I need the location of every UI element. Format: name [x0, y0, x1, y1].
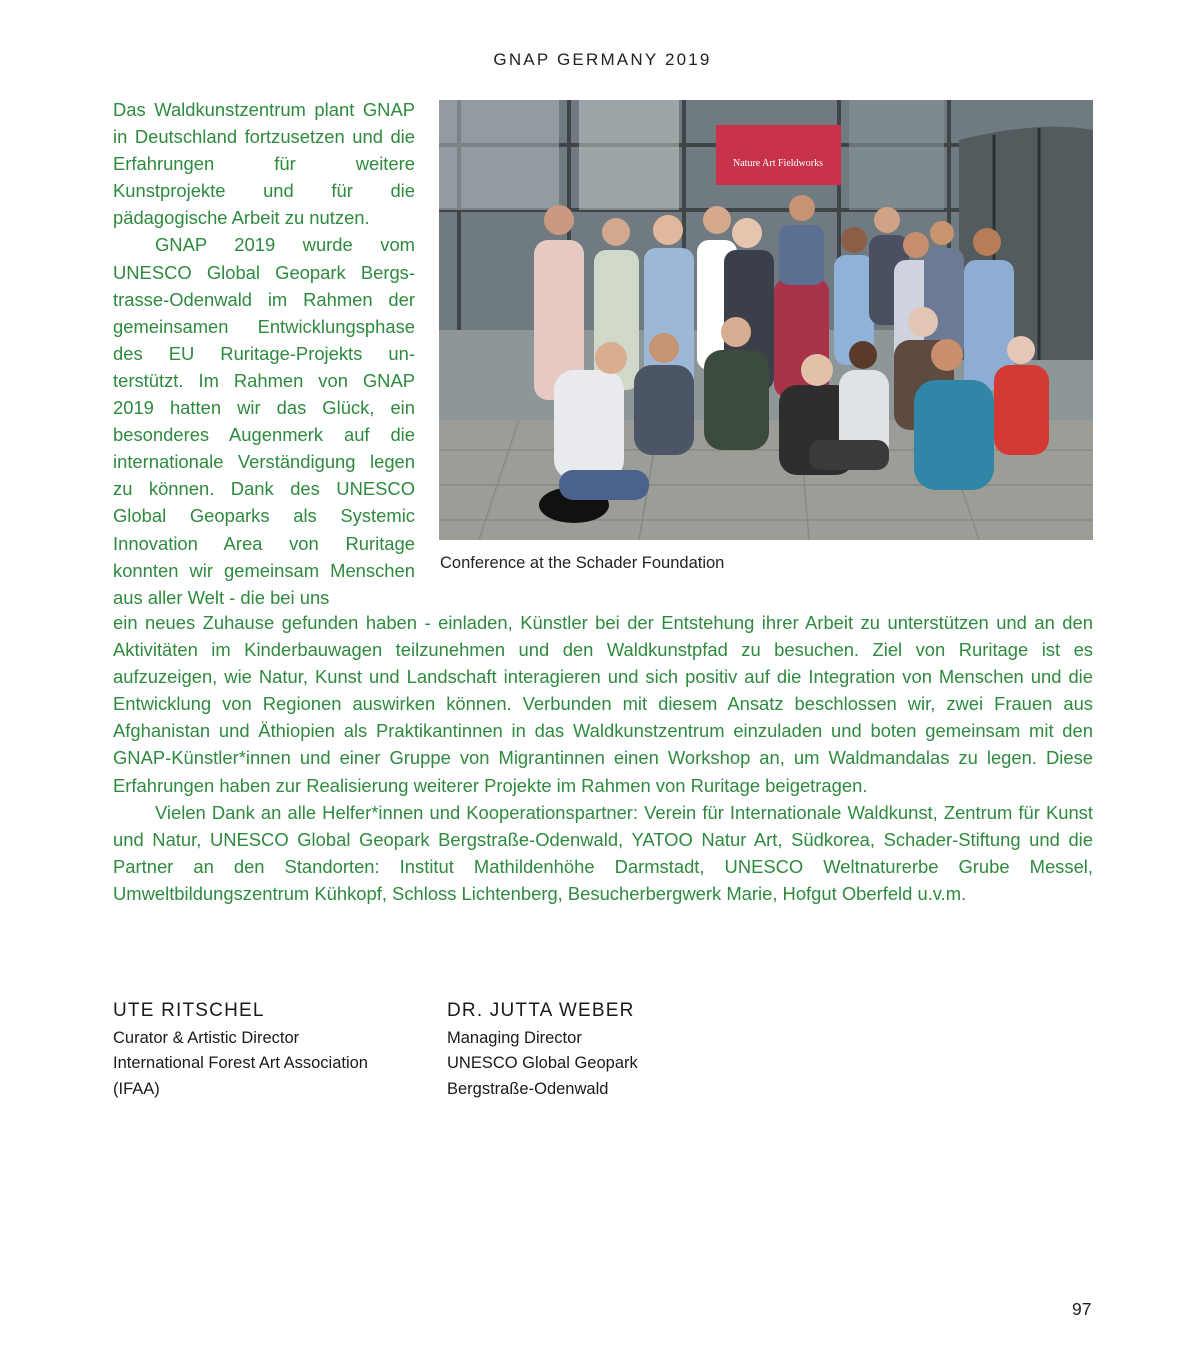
signature-block-ritschel [113, 998, 423, 1102]
group-photo [439, 100, 1093, 540]
author-title-line: Managing Director [447, 1028, 582, 1047]
author-title-line: Bergstraße-Odenwald [447, 1079, 609, 1098]
left-text-column [113, 96, 415, 611]
page-number: 97 [1072, 1299, 1092, 1319]
photo-caption: Conference at the Schader Foundation [440, 554, 725, 572]
paragraph-intro: Das Waldkunstzentrum plant GNAP in Deutschland fortzusetzen und die Erfahrungen für weitere Kunstprojekte und für die pädagogische Arbeit zu nutzen. [113, 99, 415, 229]
author-name: UTE RITSCHEL [113, 1000, 265, 1021]
author-title-line: International Forest Art Association [113, 1054, 368, 1072]
author-title-line: (IFAA) [113, 1079, 160, 1098]
full-width-text [113, 609, 1093, 907]
paragraph-thanks: Vielen Dank an alle Helfer*innen und Kooperationspartner: Verein für Internationale Waldkunst, Zentrum für Kunst und Natur, UNESCO Global Geopark Bergstraße-Odenwald, YATOO Natur Art, Südkorea, Schader-Stiftung und die Partner an den Standorten: Institut Mathildenhöhe Darmstadt, UNESCO Weltnaturerbe Grube Messel, Umweltbildungszentrum Kühkopf, Schloss Lichtenberg, Besucherbergwerk Marie, Hofgut Oberfeld u.v.m. [113, 801, 1093, 904]
author-title-line: UNESCO Global Geopark [447, 1054, 638, 1072]
author-title-line: Curator & Artistic Director [113, 1028, 300, 1047]
paragraph-continuation: ein neues Zuhause gefunden haben - einladen, Künstler bei der Entstehung ihrer Arbeit zu unterstützen und an den Aktivitäten im Kinderbauwagen teilzunehmen und den Waldkunstpfad zu besuchen. Ziel von Ruritage ist es aufzuzeigen, wie Natur, Kunst und Landschaft interagieren und sich positiv auf die Integration von Menschen und die Entwicklung von Regionen auswirken können. Verbunden mit diesem Ansatz beschlossen wir, zwei Frauen aus Afghanistan und Äthiopien als Praktikantinnen in das Waldkunstzentrum einzuladen und boten gemeinsam mit den GNAP-Künstler*innen und einer Gruppe von Migrantinnen einen Workshop an, um Waldmandalas zu legen. Diese Erfahrungen haben zur Realisierung weiterer Projekte im Rahmen von Ruritage beigetragen. [113, 612, 1093, 796]
signature-block-weber [447, 998, 767, 1102]
svg-text:Nature Art Fieldworks: Nature Art Fieldworks [733, 158, 823, 169]
running-header: GNAP GERMANY 2019 [493, 50, 712, 69]
nature-art-sign [716, 125, 841, 185]
author-name: DR. JUTTA WEBER [447, 1000, 635, 1021]
paragraph-gnap-2019: GNAP 2019 wurde vom UNESCO Global Geopark Bergstrasse-Odenwald im Rahmen der gemeinsamen Entwicklungsphase des EU Ruritage-Projekts unterstützt. Im Rahmen von GNAP 2019 hatten wir das Glück, ein besonderes Augenmerk auf die internationale Verständigung legen zu können. Dank des UNESCO Global Geoparks als Systemic Innovation Area von Ruritage konnten wir gemeinsam Menschen aus aller Welt - die bei uns [113, 234, 415, 608]
